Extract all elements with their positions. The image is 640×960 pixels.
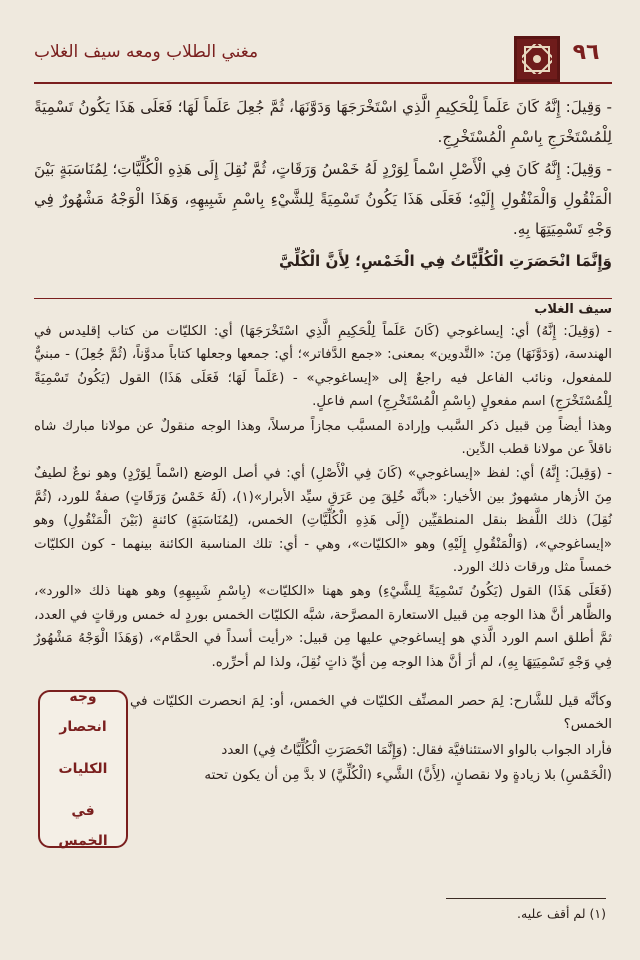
commentary-paragraph: - (وَقِيلَ: إِنَّهُ) أي: لفظ «إيساغوجي» (كَانَ فِي الْأَصْلِ) أي: في أصل الوضع (اسْماً لِوَرْدٍ) وهو نوعٌ لطيفٌ مِنَ الأزهار مشهورٌ بين الأخيار: «بأنَّه خُلِقَ مِن عَرَقِ سيِّد الأبرار»(١)، (لَهُ خَمْسُ وَرَقَاتٍ) صفةٌ للورد، (ثُمَّ نُقِلَ) ذلك اللَّفظ بنقل المنطقيِّين (إِلَى هَذِهِ الْكُلِّيَّاتِ) الخمس، (لِمُنَاسَبَةٍ) كائنةٍ (بَيْنَ الْمَنْقُولِ) وهو «إيساغوجي»، (وَالْمَنْقُولِ إِلَيْهِ) وهو «الكليّات»، وهي - أي: تلك المناسبة الكائنة بينهما - كون الكليّات خمساً مثل ورقات ذلك الورد. xyxy=(34,466,612,576)
main-text xyxy=(34,92,612,278)
footnote-rule xyxy=(446,898,606,899)
commentary-paragraph: فأراد الجواب بالواو الاستئنافيَّة فقال: (وَإِنَّمَا انْحَصَرَتِ الْكُلِّيَّاتُ فِي) العدد xyxy=(221,742,612,758)
footnote: (١) لم أقف عليه. xyxy=(517,906,606,921)
commentary-paragraph: - (وَقِيلَ: إِنَّهُ) أي: إيساغوجي (كَانَ عَلَماً لِلْحَكِيمِ الَّذِي اسْتَخْرَجَهَا) أي: الكليّات من كتاب إقليدس في الهندسة، (وَدَوَّنَهَا) مِنَ: «التَّدوين» بمعنى: «جمع الدَّفاتر»؛ أي: جمعها وجعلها كتاباً مدوَّناً، (ثُمَّ جُعِلَ) - مبنيٌّ للمفعول، ونائب الفاعل فيه راجعٌ إلى «إيساغوجي» - (عَلَماً لَهَا؛ فَعَلَى هَذَا) القول (يَكُونُ تَسْمِيَةً لِلْمُسْتَخْرَجِ) اسم مفعولٍ (بِاسْمِ الْمُسْتَخْرِجِ) اسم فاعلٍ. xyxy=(34,324,612,410)
commentary-paragraph: (الْخَمْسِ) بلا زيادةٍ ولا نقصانٍ، (لِأَنَّ) الشَّيء (الْكُلِّيَّ) لا بدَّ مِن أن يكون تحته xyxy=(204,768,612,784)
main-paragraph: - وَقِيلَ: إِنَّهُ كَانَ فِي الْأَصْلِ اسْماً لِوَرْدٍ لَهُ خَمْسُ وَرَقَاتٍ، ثُمَّ نُقِلَ إِلَى هَذِهِ الْكُلِّيَّاتِ؛ لِمُنَاسَبَةٍ بَيْنَ الْمَنْقُولِ وَالْمَنْقُولِ إِلَيْهِ؛ فَعَلَى هَذَا يَكُونُ تَسْمِيَةً لِلشَّيْءِ بِاسْمِ شَبِيهِهِ، وَهَذَا الْوَجْهُ مَشْهُورٌ فِي وَجْهِ تَسْمِيَتِهَا بِهِ. xyxy=(34,160,612,238)
page-header xyxy=(34,36,612,78)
margin-note-line: وجه انحصار xyxy=(59,689,107,735)
section-divider xyxy=(34,298,612,299)
commentary-paragraph: (فَعَلَى هَذَا) القول (يَكُونُ تَسْمِيَةً لِلشَّيْءِ) وهو ههنا «الكليّات» (بِاسْمِ شَبِيهِهِ) وهو ههنا ذلك «الورد»، والظَّاهر أنَّ هذا الوجه مِن قبيل الاستعارة المصرَّحة، شبَّه الكليّات الخمس بوردٍ له خمس ورقاتٍ في العدد، ثمَّ أطلق اسم الورد الَّذي هو إيساغوجي عليها مِن قبيل: «رأيت أسداً في الحمَّام»، (وَهَذَا الْوَجْهُ مَشْهُورٌ فِي وَجْهِ تَسْمِيَتِهَا بِهِ)، لم أرَ أنَّ هذا الوجه مِن أيِّ ذاتٍ نُقِلَ، ولذا لم أحرِّره. xyxy=(34,584,612,670)
page-number: ٩٦ xyxy=(572,40,600,65)
commentary-text xyxy=(34,320,612,675)
wrapped-commentary xyxy=(34,690,612,788)
main-paragraph: وَإِنَّمَا انْحَصَرَتِ الْكُلِّيَّاتُ فِي الْخَمْسِ؛ لِأَنَّ الْكُلِّيَّ xyxy=(278,252,612,270)
running-title: مغني الطلاب ومعه سيف الغلاب xyxy=(34,42,259,62)
main-paragraph: - وَقِيلَ: إِنَّهُ كَانَ عَلَماً لِلْحَكِيمِ الَّذِي اسْتَخْرَجَهَا وَدَوَّنَهَا، ثُمَّ جُعِلَ عَلَماً لَهَا؛ فَعَلَى هَذَا يَكُونُ تَسْمِيَةً لِلْمُسْتَخْرَجِ بِاسْمِ الْمُسْتَخْرِجِ. xyxy=(34,98,612,146)
commentary-title: سيف الغلاب xyxy=(534,302,612,317)
header-rule xyxy=(34,82,612,84)
commentary-paragraph: وهذا أيضاً مِن قبيل ذكر السَّبب وإرادة المسبَّب مجازاً مرسلاً، وهذا الوجه منقولٌ عن مولانا مبارك شاه ناقلاً عن مولانا قطب الدِّين. xyxy=(34,418,612,458)
commentary-paragraph: وكأنَّه قيل للشَّارح: لِمَ حصر المصنِّف الكليّات في الخمس، أو: لِمَ انحصرت الكليّات في الخمس؟ xyxy=(130,694,612,733)
margin-note-line: في الخمس xyxy=(58,803,108,849)
margin-note-line: الكليات xyxy=(58,761,108,777)
islamic-star-ornament-icon xyxy=(514,36,560,82)
